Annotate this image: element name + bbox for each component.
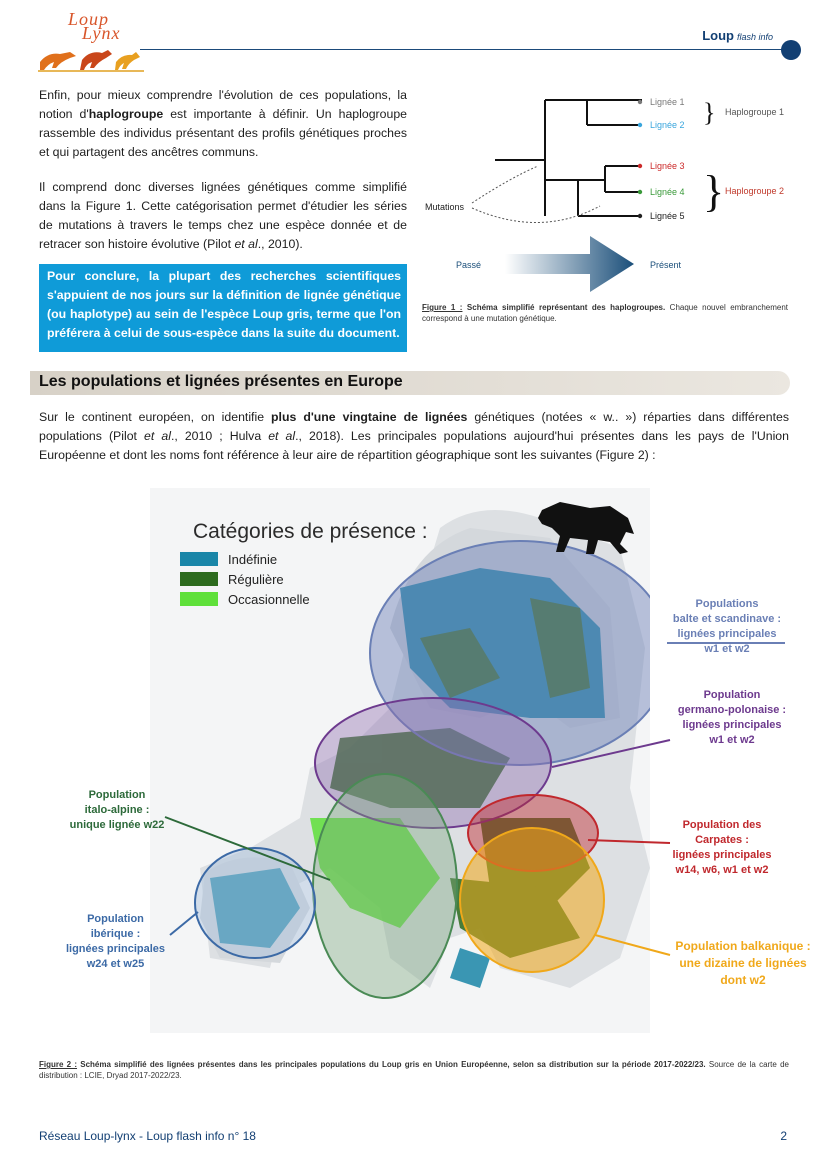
header-title-main: Loup (702, 28, 734, 43)
lineage-1-label: Lignée 1 (650, 97, 685, 107)
label-iberique: Population ibérique : lignées principales w24 et w25 (65, 913, 166, 970)
label-balkanique: Population balkanique : une dizaine de lignées dont w2 (675, 939, 811, 987)
mutations-label: Mutations (425, 202, 465, 212)
label-germano-polonaise: Population germano-polonaise : lignées principales w1 et w2 (677, 689, 787, 746)
legend-item-reguliere: Régulière (180, 572, 284, 587)
section-title: Les populations et lignées présentes en Europe (39, 373, 403, 390)
label-balte-scandinave: Populations balte et scandinave : lignées principales w1 et w2 (672, 598, 782, 655)
haplogroup-1-label: Haplogroupe 1 (725, 107, 785, 117)
intro-paragraph-2: Il comprend donc diverses lignées génétiques comme simplifié dans la Figure 1. Cette catégorisation permet d'étudier les séries de mutations à travers le temps chez une espèce donnée et de retracer son histoire évolutive (Pilot et al., 2010). (39, 180, 407, 251)
haplogroup-2-label: Haplogroupe 2 (725, 186, 785, 196)
footer-publication: Réseau Loup-lynx - Loup flash info n° 18 (39, 1129, 256, 1143)
legend-swatch (180, 552, 218, 566)
lineage-4-label: Lignée 4 (650, 187, 685, 197)
conclusion-box: Pour conclure, la plupart des recherches scientifiques s'appuient de nos jours sur la définition de lignée génétique (ou haplotype) au sein de l'espèce Loup gris, terme que l'on préférera à celui de sous-espèce dans la suite du document. (39, 264, 407, 352)
brace-1-icon: } (703, 98, 716, 127)
lineage-2-label: Lignée 2 (650, 120, 685, 130)
logo-line2: Lynx (82, 23, 121, 43)
past-label: Passé (456, 260, 482, 270)
legend-item-indefinie: Indéfinie (180, 552, 277, 567)
label-carpates: Population des Carpates : lignées principales w14, w6, w1 et w2 (672, 819, 772, 876)
figure-2-caption: Figure 2 : Schéma simplifié des lignées présentes dans les principales populations du Loup gris en Union Européenne, selon sa distribution sur la période 2017-2022/23. Source de la carte de distribution : LCIE, Dryad 2017-2022/23. (39, 1060, 789, 1080)
lineage-5-label: Lignée 5 (650, 211, 685, 221)
legend-item-occasionnelle: Occasionnelle (180, 592, 310, 607)
section-paragraph: Sur le continent européen, on identifie plus d'une vingtaine de lignées génétiques (notées « w.. ») réparties dans différentes populations (Pilot et al., 2010 ; Hulva et al., 2018). Les principales populations aujourd'hui présentes dans les pays de l'Union Européenne et dont les noms font référence à leur aire de répartition géographique sont les suivantes (Figure 2) : (39, 410, 790, 462)
brace-2-icon: } (703, 167, 725, 216)
header-subtitle: flash info (736, 32, 773, 42)
footer-page-number: 2 (780, 1129, 787, 1143)
label-italo-alpine: Population italo-alpine : unique lignée w22 (69, 789, 165, 831)
legend-swatch (180, 572, 218, 586)
figure-1-caption: Figure 1 : Schéma simplifié représentant des haplogroupes. Chaque nouvel embranchement correspond à une mutation génétique. (422, 303, 788, 323)
logo-line1: Loup (68, 9, 110, 29)
present-label: Présent (650, 260, 682, 270)
legend-title: Catégories de présence : (193, 520, 428, 543)
lineage-3-label: Lignée 3 (650, 161, 685, 171)
intro-paragraph-1: Enfin, pour mieux comprendre l'évolution de ces populations, la notion d'haplogroupe est importante à définir. Un haplogroupe rassemble des individus présentant des profils génétiques proches et qui partagent des ancêtres communs. (39, 88, 407, 159)
legend-swatch (180, 592, 218, 606)
